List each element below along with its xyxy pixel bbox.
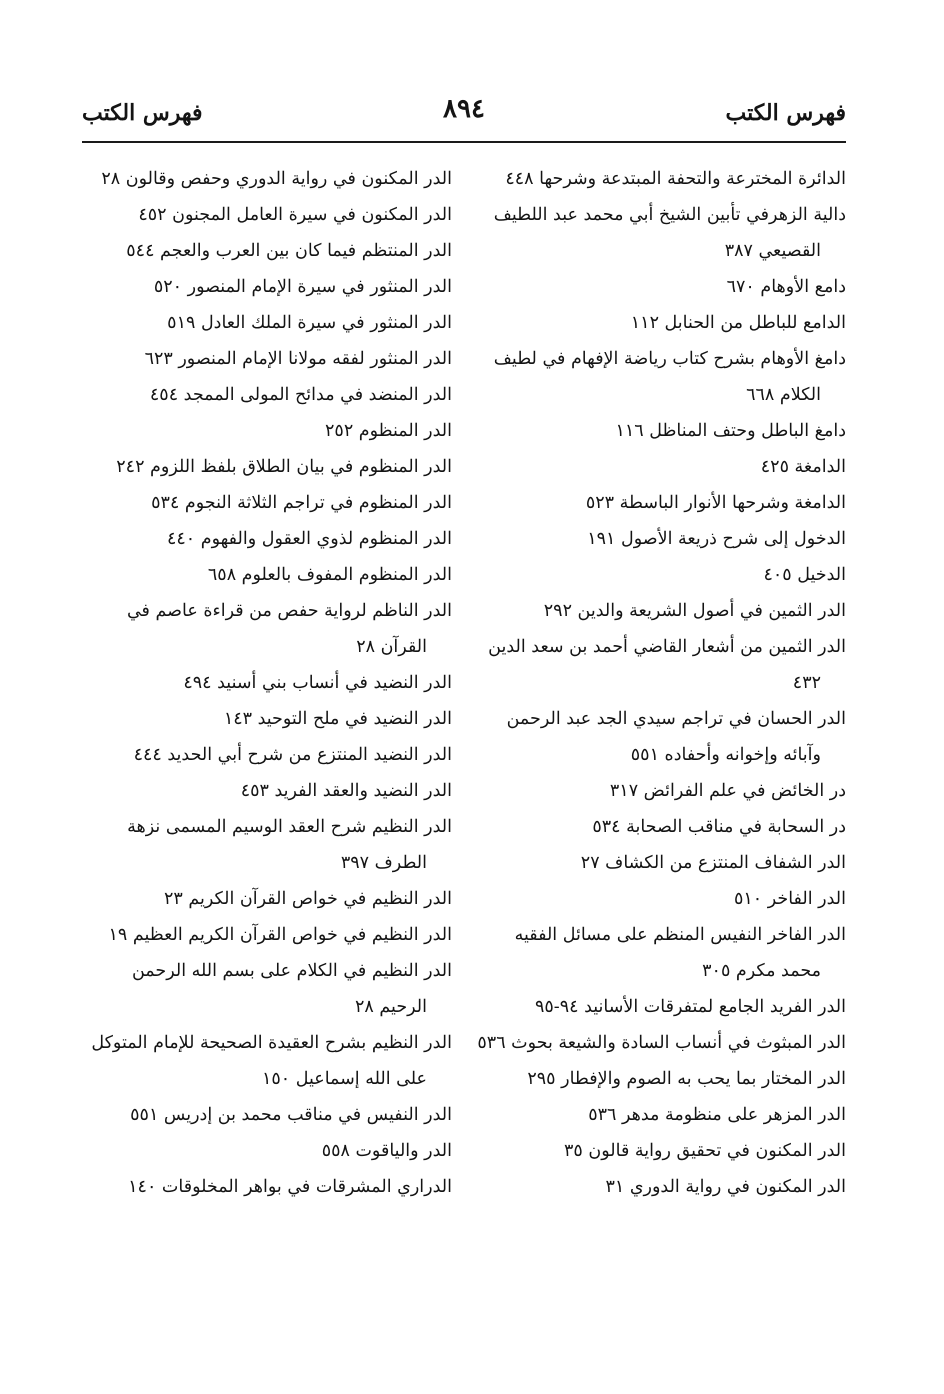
index-entry: الدر المنثور في سيرة الملك العادل ٥١٩ bbox=[167, 313, 452, 333]
index-entry: الدر النضيد في أنساب بني أسنيد ٤٩٤ bbox=[183, 673, 452, 693]
index-entry: الدر المنظوم في تراجم الثلاثة النجوم ٥٣٤ bbox=[151, 493, 452, 513]
index-entry: الدر المنظوم في بيان الطلاق بلفظ اللزوم ٢٤٢ bbox=[116, 457, 452, 477]
index-entry: الدر المنتظم فيما كان بين العرب والعجم ٥٤٤ bbox=[126, 241, 452, 261]
index-entry: الدر الناظم لرواية حفص من قراءة عاصم في القرآن ٢٨ bbox=[126, 601, 452, 657]
index-entry: الدر النضيد المنتزع من شرح أبي الحديد ٤٤٤ bbox=[133, 745, 452, 765]
index-entry: دامغ الباطل وحتف المناظل ١١٦ bbox=[615, 421, 846, 441]
index-entry: الدائرة المخترعة والتحفة المبتدعة وشرحها ٤٤٨ bbox=[505, 169, 846, 189]
index-entry: الدامغة ٤٢٥ bbox=[760, 457, 846, 477]
running-title-right: فهرس الكتب bbox=[725, 100, 846, 126]
index-entry: الدر النضيد في ملح التوحيد ١٤٣ bbox=[223, 709, 452, 729]
index-column-right bbox=[476, 161, 846, 1205]
index-entry: الدراري المشرقات في بواهر المخلوقات ١٤٠ bbox=[128, 1177, 452, 1197]
index-entry: الدر الفاخر النفيس المنظم على مسائل الفقيه محمد مكرم ٣٠٥ bbox=[514, 925, 846, 981]
index-entry: الدر النظيم شرح العقد الوسيم المسمى نزهة الطرف ٣٩٧ bbox=[127, 817, 452, 873]
index-entry: الدر المزهر على منظومة مدهر ٥٣٦ bbox=[588, 1105, 846, 1125]
index-entry: الدامع للباطل من الحنابل ١١٢ bbox=[630, 313, 846, 333]
index-entry: الدر المنثور لفقه مولانا الإمام المنصور ٦٢٣ bbox=[144, 349, 452, 369]
index-column-left bbox=[82, 161, 452, 1205]
index-entry: الدر النظيم في خواص القرآن الكريم ٢٣ bbox=[163, 889, 452, 909]
index-entry: الدر الشفاف المنتزع من الكشاف ٢٧ bbox=[580, 853, 846, 873]
index-entry: الدر النظيم بشرح العقيدة الصحيحة للإمام المتوكل على الله إسماعيل ١٥٠ bbox=[91, 1033, 452, 1089]
index-entry: الدر المنضد في مدائح المولى الممجد ٤٥٤ bbox=[149, 385, 452, 405]
index-entry: الدر المنظوم لذوي العقول والفهوم ٤٤٠ bbox=[166, 529, 452, 549]
index-entry: الدر المكنون في رواية الدوري ٣١ bbox=[605, 1177, 846, 1197]
index-entry: دامع الأوهام ٦٧٠ bbox=[726, 277, 846, 297]
index-entry: الدر النفيس في مناقب محمد بن إدريس ٥٥١ bbox=[130, 1105, 452, 1125]
index-entry: الدر المنثور في سيرة الإمام المنصور ٥٢٠ bbox=[153, 277, 452, 297]
index-entry: الدخيل ٤٠٥ bbox=[763, 565, 846, 585]
index-entry: الدر المكنون في تحقيق رواية قالون ٣٥ bbox=[564, 1141, 846, 1161]
index-entry: الدامغة وشرحها الأنوار الباسطة ٥٢٣ bbox=[585, 493, 846, 513]
header-rule bbox=[82, 141, 846, 143]
index-entry: الدر النظيم في خواص القرآن الكريم العظيم ١٩ bbox=[108, 925, 452, 945]
index-entry: الدر المكنون في سيرة العامل المجنون ٤٥٢ bbox=[138, 205, 452, 225]
index-entry: دالية الزهرفي تأبين الشيخ أبي محمد عبد اللطيف القصيعي ٣٨٧ bbox=[493, 205, 846, 261]
index-entry: الدر الفريد الجامع لمتفرقات الأسانيد ٩٤-٩٥ bbox=[534, 997, 846, 1017]
index-entry: دامغ الأوهام بشرح كتاب رياضة الإفهام في لطيف الكلام ٦٦٨ bbox=[493, 349, 846, 405]
running-title-left: فهرس الكتب bbox=[82, 100, 203, 126]
index-entry: الدر الفاخر ٥١٠ bbox=[733, 889, 846, 909]
index-entry: الدر المنظوم المفوف بالعلوم ٦٥٨ bbox=[207, 565, 452, 585]
index-entry: الدر المختار بما يحب به الصوم والإفطار ٢٩٥ bbox=[527, 1069, 846, 1089]
index-entry: الدر الثمين في أصول الشريعة والدين ٢٩٢ bbox=[543, 601, 846, 621]
index-entry: الدر المبثوث في أنساب السادة والشيعة بحوث ٥٣٦ bbox=[477, 1033, 846, 1053]
index-entry: الدر المكنون في رواية الدوري وحفص وقالون ٢٨ bbox=[101, 169, 452, 189]
index-entry: الدر الثمين من أشعار القاضي أحمد بن سعد الدين ٤٣٢ bbox=[488, 637, 846, 693]
index-entry: الدر النضيد والعقد الفريد ٤٥٣ bbox=[240, 781, 452, 801]
index-entry: الدر والياقوت ٥٥٨ bbox=[321, 1141, 452, 1161]
index-entry: الدخول إلى شرح ذريعة الأصول ١٩١ bbox=[587, 529, 846, 549]
index-entry: الدر المنظوم ٢٥٢ bbox=[325, 421, 452, 441]
page-number: ٨٩٤ bbox=[443, 94, 485, 124]
index-entry: در السحابة في مناقب الصحابة ٥٣٤ bbox=[592, 817, 846, 837]
index-entry: الدر الحسان في تراجم سيدي الجد عبد الرحمن وآبائه وإخوانه وأحفاده ٥٥١ bbox=[506, 709, 846, 765]
page-header bbox=[82, 92, 846, 132]
index-entry: الدر النظيم في الكلام على بسم الله الرحمن الرحيم ٢٨ bbox=[131, 961, 452, 1017]
index-entry: در الخائض في علم الفرائض ٣١٧ bbox=[609, 781, 846, 801]
